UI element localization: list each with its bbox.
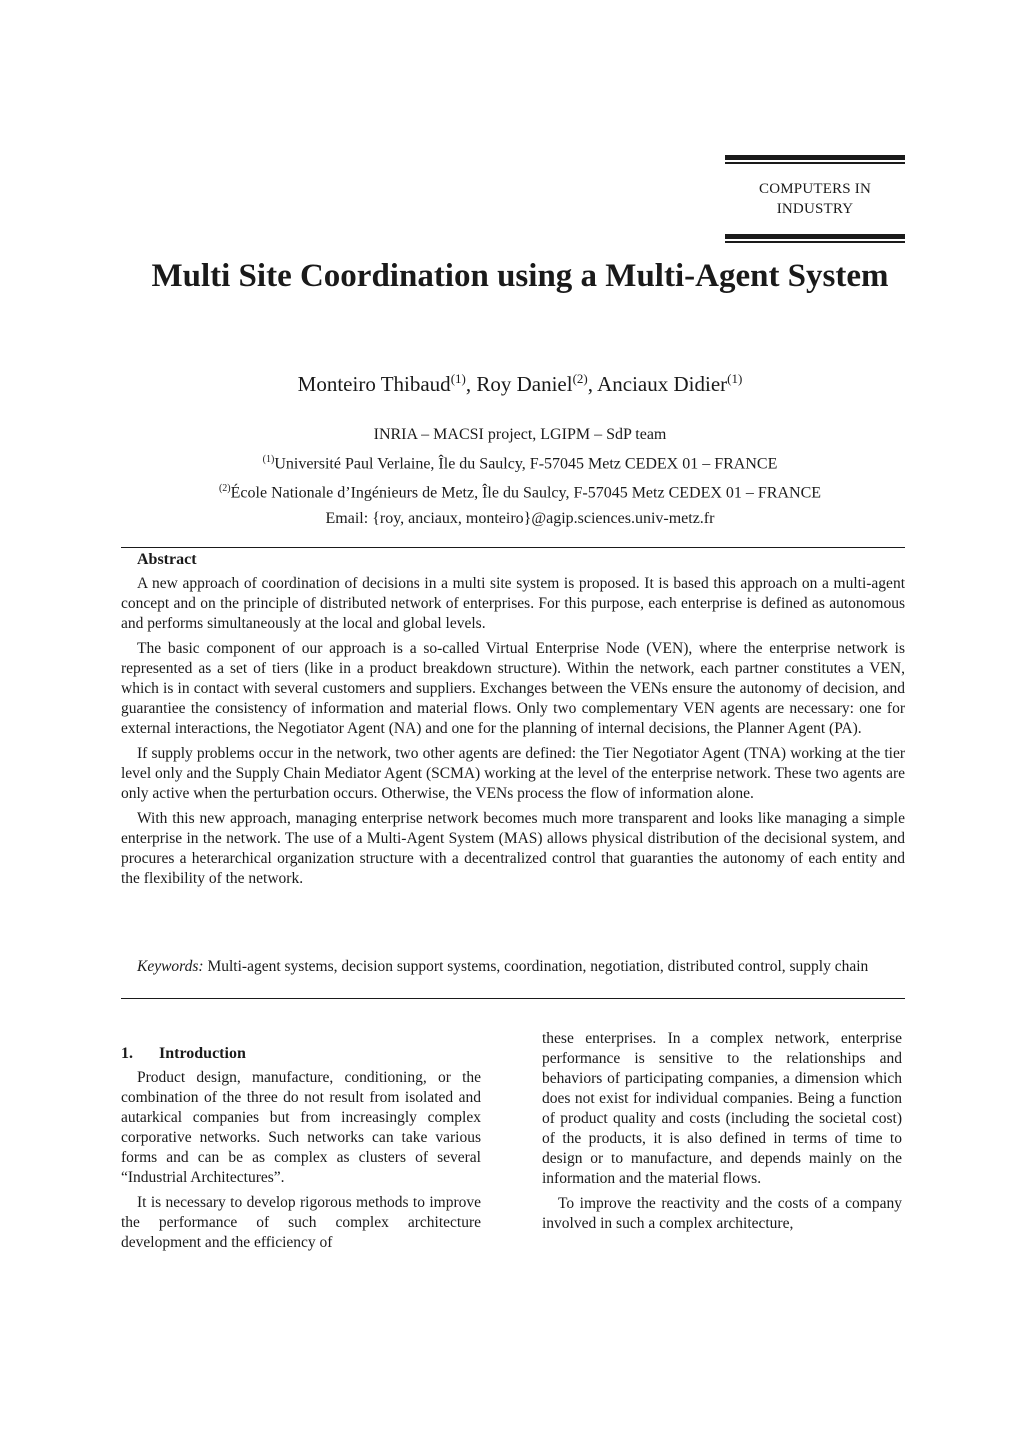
affiliations [100,422,940,531]
abstract-heading: Abstract [137,551,197,568]
affiliation-2-mark: (2) [218,483,231,495]
affiliation-2-text: École Nationale d’Ingénieurs de Metz, Île du Saulcy, F-57045 Metz CEDEX 01 – FRANCE [230,484,822,502]
affiliation-1-mark: (1) [262,454,275,465]
keywords-text: Multi-agent systems, decision support systems, coordination, negotiation, distributed control, supply chain [203,958,869,975]
section-number: 1. [121,1045,133,1062]
abstract-top-rule [121,547,905,548]
author-affiliation-mark: (1) [727,371,743,386]
author-name: Roy Daniel [476,372,573,396]
journal-name-line1: COMPUTERS IN [759,181,871,197]
paper-title: Multi Site Coordination using a Multi-Agent System [151,258,889,294]
section-title: Introduction [159,1045,246,1062]
email-line: Email: {roy, anciaux, monteiro}@agip.sciences.univ-metz.fr [325,509,715,527]
author-affiliation-mark: (2) [572,371,588,386]
affiliation-2 [100,476,940,505]
abstract-paragraph: With this new approach, managing enterprise network becomes much more transparent and looks like managing a simple enterprise in the network. The use of a Multi-Agent System (MAS) allows physical distribution of the decisional system, and procures a heterarchical organization structure with a decentralized control that guaranties the autonomy of each entity and the flexibility of the network. [121,810,905,887]
abstract-bottom-rule [121,998,905,999]
body-paragraph: To improve the reactivity and the costs of a company involved in such a complex architecture, [542,1195,902,1232]
keywords-label: Keywords: [137,958,204,975]
journal-name-line2: INDUSTRY [776,201,854,217]
author-name: Anciaux Didier [597,372,728,396]
author-list: Monteiro Thibaud$^{(1)}$, Roy Daniel$^{(2)}$, Anciaux Didier$^{(1)}$ [297,371,743,396]
left-column [121,1044,481,1258]
abstract-section [121,550,905,894]
journal-header [725,155,905,243]
keywords [121,957,905,977]
body-paragraph: It is necessary to develop rigorous methods to improve the performance of such complex architecture development and the efficiency of [121,1194,481,1251]
body-paragraph: Product design, manufacture, conditioning, or the combination of the three do not result from isolated and autarkical companies but from increasingly complex corporative networks. Such networks can take various forms and can be as complex as clusters of several “Industrial Architectures”. [121,1069,481,1186]
affiliation-1-text: Université Paul Verlaine, Île du Saulcy, F-57045 Metz CEDEX 01 – FRANCE [274,455,778,473]
journal-rule-bottom-thin [725,241,905,243]
section-heading-introduction [121,1044,481,1064]
journal-rule-top [725,155,905,160]
abstract-paragraph: The basic component of our approach is a so-called Virtual Enterprise Node (VEN), where the enterprise network is represented as a set of tiers (like in a product breakdown structure). Within the network, each partner constitutes a VEN, which is in contact with several customers and suppliers. Exchanges between the VENs ensure the autonomy of decision, and guarantiee the consistency of information and material flows. Only two complementary VEN agents are necessary: one for external interactions, the Negotiator Agent (NA) and one for the planning of internal decisions, the Planner Agent (PA). [121,640,905,737]
affiliation-1 [100,447,940,476]
author-name: Monteiro Thibaud [297,372,451,396]
body-paragraph-continued: these enterprises. In a complex network, enterprise performance is sensitive to the relationships and behaviors of participating companies, a dimension which does not exist for individual companies. Being a function of product quality and costs (including the societal cost) of the products, it is also defined in terms of time to design or to manufacture, and depends mainly on the information and the material flows. [542,1030,902,1187]
team-line: INRIA – MACSI project, LGIPM – SdP team [373,426,667,443]
journal-name [725,164,905,234]
right-column [542,1029,902,1239]
journal-rule-bottom [725,234,905,239]
abstract-paragraph: If supply problems occur in the network, two other agents are defined: the Tier Negotiator Agent (TNA) working at the tier level only and the Supply Chain Mediator Agent (SCMA) working at the level of the enterprise network. These two agents are only active when the perturbation occurs. Otherwise, the VENs process the flow of information alone. [121,745,905,802]
abstract-paragraph: A new approach of coordination of decisions in a multi site system is proposed. It is based this approach on a multi-agent concept and on the principle of distributed network of enterprises. For this purpose, each enterprise is defined as autonomous and performs simultaneously at the local and global levels. [121,575,905,632]
author-affiliation-mark: (1) [450,371,466,386]
